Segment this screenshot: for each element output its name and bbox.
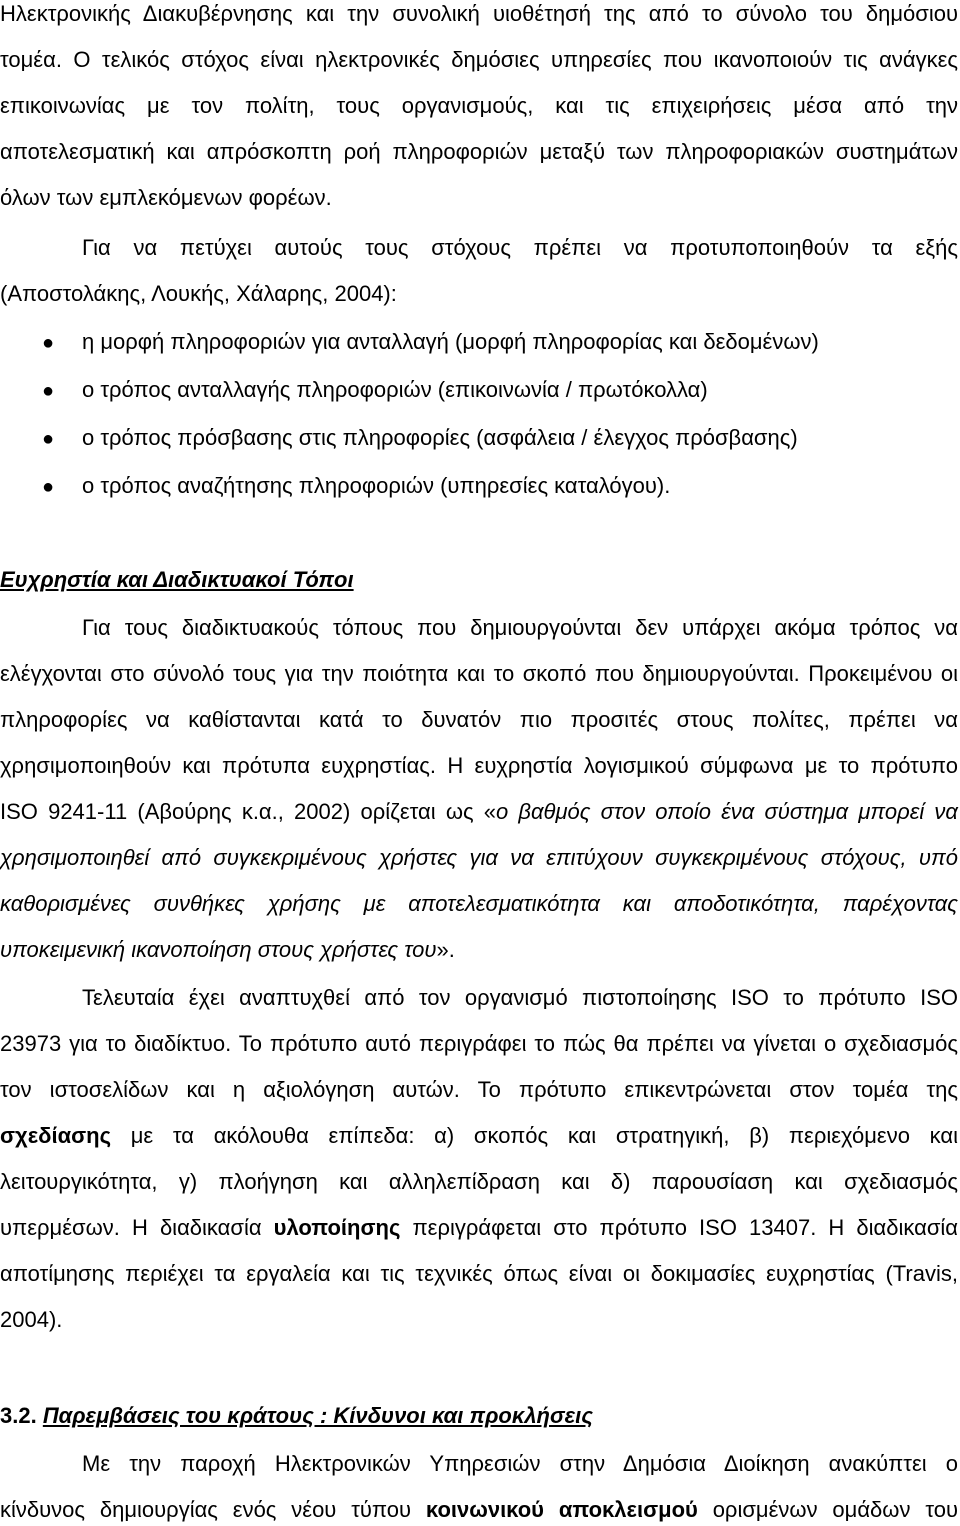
paragraph-line: τομέα. Ο τελικός στόχος είναι ηλεκτρονικές δημόσιες υπηρεσίες που ικανοποιούν τις ανάγκες xyxy=(0,47,958,72)
paragraph-line: επικοινωνίας με τον πολίτη, τους οργανισμούς, και τις επιχειρήσεις μέσα από την xyxy=(0,93,958,118)
paragraph-line xyxy=(0,936,958,964)
paragraph-line: Για να πετύχει αυτούς τους στόχους πρέπει να προτυποποιηθούν τα εξής xyxy=(82,235,958,260)
bullet-item xyxy=(42,472,958,500)
bullet-text: η μορφή πληροφοριών για ανταλλαγή (μορφή πληροφορίας και δεδομένων) xyxy=(82,329,819,354)
bullet-item xyxy=(42,424,958,452)
text-run: ISO 9241-11 (Αβούρης κ.α., 2002) ορίζεται ως « xyxy=(0,799,497,824)
definition-quote: υποκειμενική ικανοποίηση στους χρήστες του xyxy=(0,937,437,962)
text-run: με τα ακόλουθα επίπεδα: α) σκοπός και στρατηγική, β) περιεχόμενο και xyxy=(111,1123,958,1148)
text-run: υπερμέσων. Η διαδικασία xyxy=(0,1215,274,1240)
paragraph-line: λειτουργικότητα, γ) πλοήγηση και αλληλεπίδραση και δ) παρουσίαση και σχεδιασμός xyxy=(0,1169,958,1194)
paragraph-line xyxy=(0,798,958,826)
bullet-text: ο τρόπος πρόσβασης στις πληροφορίες (ασφάλεια / έλεγχος πρόσβασης) xyxy=(82,425,798,450)
emphasis: σχεδίασης xyxy=(0,1123,112,1148)
paragraph-line xyxy=(0,1496,958,1524)
bullet-item xyxy=(42,376,958,404)
paragraph-line xyxy=(0,890,958,918)
emphasis: υλοποίησης xyxy=(273,1215,401,1240)
bullet-icon: ● xyxy=(42,380,55,402)
section-title: Παρεμβάσεις του κράτους : Κίνδυνοι και προκλήσεις xyxy=(42,1403,593,1428)
paragraph-line xyxy=(0,1122,958,1150)
paragraph-line xyxy=(0,844,958,872)
emphasis: κοινωνικού αποκλεισμού xyxy=(425,1497,698,1522)
bullet-icon: ● xyxy=(42,332,55,354)
paragraph-line: 2004). xyxy=(0,1307,63,1332)
section-number: 3.2. xyxy=(0,1403,37,1428)
definition-quote: ο βαθμός στον οποίο ένα σύστημα μπορεί να xyxy=(496,799,958,824)
bullet-text: ο τρόπος αναζήτησης πληροφοριών (υπηρεσίες καταλόγου). xyxy=(82,473,671,498)
paragraph-line: αποτελεσματική και απρόσκοπτη ροή πληροφοριών μεταξύ των πληροφοριακών συστημάτων xyxy=(0,139,958,164)
paragraph-line xyxy=(0,1214,958,1242)
bullet-icon: ● xyxy=(42,428,55,450)
paragraph-line: αποτίμησης περιέχει τα εργαλεία και τις τεχνικές όπως είναι οι δοκιμασίες ευχρηστίας (Travis, xyxy=(0,1261,958,1286)
text-run: περιγράφεται στο πρότυπο ISO 13407. Η διαδικασία xyxy=(400,1215,959,1240)
text-run: ορισμένων ομάδων του xyxy=(697,1497,958,1522)
paragraph-line: Ηλεκτρονικής Διακυβέρνησης και την συνολική υιοθέτησή της από το σύνολο του δημόσιου xyxy=(0,1,958,26)
paragraph-line: τον ιστοσελίδων και η αξιολόγηση αυτών. Το πρότυπο επικεντρώνεται στον τομέα της xyxy=(0,1077,958,1102)
bullet-icon: ● xyxy=(42,476,55,498)
paragraph-line: όλων των εμπλεκόμενων φορέων. xyxy=(0,185,332,210)
section-heading: Ευχρηστία και Διαδικτυακοί Τόποι xyxy=(0,567,354,592)
definition-quote: χρησιμοποιηθεί από συγκεκριμένους χρήστες για να επιτύχουν συγκεκριμένους στόχους, υπό xyxy=(0,845,958,870)
text-run: κίνδυνος δημιουργίας ενός νέου τύπου xyxy=(0,1497,426,1522)
bullet-item xyxy=(42,328,958,356)
paragraph-line: 23973 για το διαδίκτυο. Το πρότυπο αυτό περιγράφει το πώς θα πρέπει να γίνεται ο σχεδιασμός xyxy=(0,1031,958,1056)
text-run: ». xyxy=(436,937,455,962)
paragraph-line: ελέγχονται στο σύνολό τους για την ποιότητα και το σκοπό που δημιουργούνται. Προκειμένου οι xyxy=(0,661,958,686)
paragraph-line: (Αποστολάκης, Λουκής, Χάλαρης, 2004): xyxy=(0,281,397,306)
paragraph-line: Με την παροχή Ηλεκτρονικών Υπηρεσιών στην Δημόσια Διοίκηση ανακύπτει ο xyxy=(82,1451,958,1476)
paragraph-line: Τελευταία έχει αναπτυχθεί από τον οργανισμό πιστοποίησης ISO το πρότυπο ISO xyxy=(82,985,958,1010)
definition-quote: καθορισμένες συνθήκες χρήσης με αποτελεσματικότητα και αποδοτικότητα, παρέχοντας xyxy=(0,891,958,916)
subsection-heading xyxy=(0,1402,958,1430)
paragraph-line: πληροφορίες να καθίστανται κατά το δυνατόν πιο προσιτές στους πολίτες, πρέπει να xyxy=(0,707,958,732)
bullet-text: ο τρόπος ανταλλαγής πληροφοριών (επικοινωνία / πρωτόκολλα) xyxy=(82,377,708,402)
paragraph-line: χρησιμοποιηθούν και πρότυπα ευχρηστίας. Η ευχρηστία λογισμικού σύμφωνα με το πρότυπο xyxy=(0,753,958,778)
paragraph-line: Για τους διαδικτυακούς τόπους που δημιουργούνται δεν υπάρχει ακόμα τρόπος να xyxy=(82,615,958,640)
